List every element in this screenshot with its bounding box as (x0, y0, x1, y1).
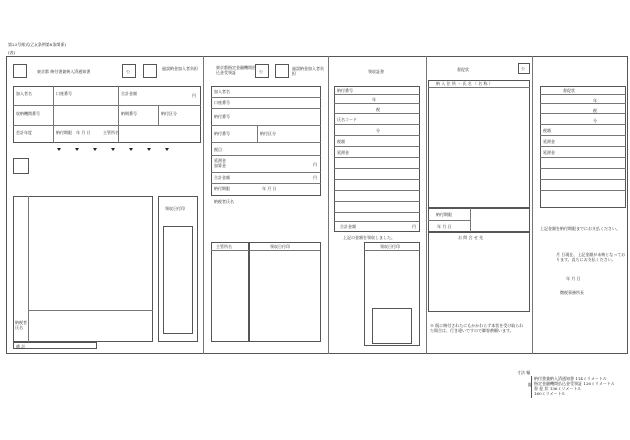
panel1-date-label: 納付期限 (56, 130, 72, 135)
panel2-yen-1: 円 (313, 162, 317, 167)
panel2-mark-box (255, 64, 269, 78)
panel1-payer-bottom: 納税者氏名 (15, 320, 27, 330)
footer-heading: 寸法 幅 (517, 370, 531, 375)
panel2-payer2-label: 納税者氏名 (214, 199, 234, 204)
panel3-tax: 税 (376, 107, 380, 112)
panel2-yen-2: 円 (313, 175, 317, 180)
panel3-taxname-label: 税額 (337, 139, 345, 144)
panel2-account-label: 口座番号 (214, 100, 230, 105)
panel1-mark-box (122, 64, 136, 78)
marker-triangle (93, 148, 97, 151)
panel3-title: 領収証書 (368, 69, 384, 74)
panel1-total-label: 合計金額 (121, 91, 137, 96)
panel5-minute: 分 (593, 118, 597, 123)
panel2-class-label: 納付区分 (260, 131, 276, 136)
panel4-mark-box (518, 63, 530, 74)
marker-triangle (57, 148, 61, 151)
footer-line-1: 納付書兼納入済通知書 114ミリメートル (534, 376, 607, 381)
panel2-dept: 主管所名 (216, 244, 232, 249)
footer-height-label: 縦 (528, 382, 532, 387)
panel4-mark: 公 (521, 66, 525, 71)
footer-line-3: 督 促 状 136ミリメートル (534, 386, 582, 391)
panel-divider-3 (426, 56, 427, 354)
panel1-payer-label: 加入者名 (16, 91, 32, 96)
panel4-title: 督促状 (457, 67, 469, 72)
panel2-payno-label: 納付番号 (214, 114, 230, 119)
marker-triangle (147, 148, 151, 151)
panel5-issuer: 徴税事務所長 (560, 290, 584, 295)
marker-triangle (129, 148, 133, 151)
panel4-inquiry-box (428, 232, 530, 312)
panel2-dept-box (211, 242, 249, 342)
panel4-note: ※ 既に納付されたにもかかわらず本状を受け取られた場合は、行き違いですので御容赦願います。 (430, 323, 524, 333)
panel3-year: 年 (372, 97, 376, 102)
panel-divider-2 (328, 56, 329, 354)
panel3-late-label: 延滞金 (337, 150, 349, 155)
panel3-receipt-stamp: 領収日付印 (380, 244, 400, 249)
panel1-fiscal-label: 会計年度 (16, 130, 32, 135)
panel1-mark: 公 (126, 69, 130, 74)
panel5-title: 督促状 (563, 88, 575, 93)
panel3-stamp-box (372, 308, 412, 344)
panel5-year: 年 (593, 98, 597, 103)
panel3-total-label: 合計金額 (340, 224, 356, 229)
panel1-receipt-stamp: 領収日付印 (165, 206, 185, 211)
side-note: (表) (8, 50, 16, 55)
panel2-late-label: 延滞金加算金 (214, 158, 226, 168)
panel1-lower-box (13, 196, 153, 342)
marker-triangle (111, 148, 115, 151)
panel1-date-units: 年 月 日 (76, 130, 91, 135)
panel4-date-units: 年 月 日 (437, 224, 452, 229)
marker-triangle (165, 148, 169, 151)
panel1-financial-label: 収納機関番号 (16, 111, 40, 116)
panel4-address-label: 納 入 住 所 ・ 氏 名 （ 名 称 ） (436, 81, 493, 86)
panel-divider-1 (203, 56, 204, 354)
panel1-dept-label: 主管所名 (103, 130, 119, 135)
panel2-mark: 公 (259, 69, 263, 74)
panel5-date-units: 年 月 日 (566, 276, 581, 281)
panel1-seal-box (13, 64, 27, 78)
panel3-minute: 分 (376, 128, 380, 133)
panel2-overdue-label: 過誤納金加入者負担 (292, 66, 324, 76)
panel2-date-units: 年 月 日 (262, 186, 277, 191)
panel5-notice-2: 月 日現在、上記金額が未納となっております。直ちにお支払ください。 (556, 252, 626, 262)
panel2-receipt-stamp: 領収日付印 (270, 244, 290, 249)
panel4-address-box (428, 80, 530, 208)
panel1-overdue-label: 過誤納金加入者負担 (162, 66, 198, 71)
panel5-notice-1: 上記金額を納付期限までにお支払ください。 (540, 226, 620, 231)
panel3-namecode-label: 氏名コード (337, 117, 357, 122)
panel2-title: 東京都指定金融機関払込金受領証 (216, 65, 256, 75)
panel5-taxamount-label: 税額 (543, 128, 551, 133)
panel3-receipt-note: 上記の金額を領収しました。 (343, 235, 395, 240)
panel4-date-label: 納付期限 (436, 212, 452, 217)
panel1-notes: 備 計 (16, 344, 26, 349)
footer-line-4: 160ミリメートル (534, 391, 566, 396)
panel2-seal-box (275, 64, 289, 78)
panel-divider-4 (532, 56, 533, 354)
panel5-tax: 税 (593, 108, 597, 113)
footer-line-2: 指定金融機関払込金受領証 126ミリメートル (534, 381, 615, 386)
panel1-yen: 円 (192, 93, 196, 98)
panel1-stamp-box (163, 226, 193, 334)
panel1-deadline-label: 納期番号 (121, 111, 137, 116)
panel1-title: 東京都 納付書兼納入済通知書 (37, 69, 91, 74)
panel5-amount-label: 延滞金 (543, 150, 555, 155)
panel3-payno-label: 納付番号 (337, 88, 353, 93)
panel2-payer-label: 加入者名 (214, 89, 230, 94)
panel4-inquiry-label: お 問 合 せ 先 (458, 235, 484, 240)
panel1-account-label: 口座番号 (56, 91, 72, 96)
panel1-notes-box (13, 342, 97, 349)
panel5-late-label: 延滞金 (543, 139, 555, 144)
panel1-seal-box-2 (143, 64, 157, 78)
marker-triangle (75, 148, 79, 151)
panel2-payno-label-2: 納付番号 (214, 131, 230, 136)
form-number-heading: 第23号様式(乙)(条例第8条関係) (8, 42, 66, 47)
panel1-seal-box-3 (13, 158, 29, 174)
panel2-date-label: 納付期限 (214, 186, 230, 191)
panel3-yen: 円 (412, 224, 416, 229)
panel1-class-label: 納付区分 (161, 111, 177, 116)
panel2-tax-label: 税目 (214, 147, 222, 152)
panel2-stamp-area (249, 242, 321, 342)
panel2-total-label: 合計金額 (214, 175, 230, 180)
